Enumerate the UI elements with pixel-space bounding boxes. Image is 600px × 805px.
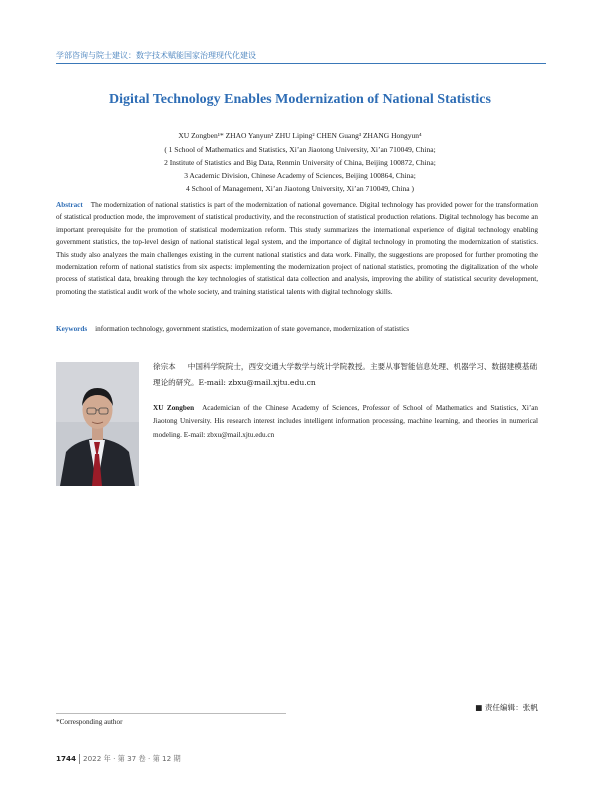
page-number: 1744	[56, 754, 77, 763]
issue-info: 2022 年 · 第 37 卷 · 第 12 期	[83, 754, 181, 763]
affiliation-3: 3 Academic Division, Chinese Academy of Sciences, Beijing 100864, China;	[184, 171, 416, 180]
footer-separator	[79, 754, 80, 764]
author-photo	[56, 362, 139, 486]
keywords-text: information technology, government statistics, modernization of state governance, modernization of statistics	[95, 325, 410, 333]
abstract-text: The modernization of national statistics is part of the modernization of national governance. Digital technology has provided power for the transformation of statistical production mode, the improvement of statistical productivity, and the reconstruction of statistical production relations. Digital technology has become an important prerequisite for the promotion of statistical modernization reform. This study summarizes the international experience of digital technology enabling government statistics, the top-level design of national statistical legal system, and the importance of digital technology in promoting the modernization of statistics. This study also analyzes the main challenges existing in the current national statistics and data work. Finally, the suggestions are proposed for further promoting the modernization reform of national statistics from six aspects: implementing the modernization project of national statistics, promoting the digitalization of the whole process of statistical data, breaking through the key technologies of statistical data collection and analysis, improving the ability of statistical security development, promoting the statistical audit work of the whole society, and training statistical talents with digital technology skills.	[56, 201, 538, 296]
keywords-label: Keywords	[56, 325, 88, 333]
bio-en-text: Academician of the Chinese Academy of Sciences, Professor of School of Mathematics and Statistics, Xi’an Jiaotong University. His research interest includes intelligent information processing, machine learning, and theories in numerical modeling. E-mail: zbxu@mail.xjtu.edu.cn	[153, 404, 539, 439]
header-rule	[56, 63, 546, 64]
running-header: 学部咨询与院士建议：数字技术赋能国家治理现代化建设	[56, 51, 256, 60]
abstract-label: Abstract	[56, 201, 83, 209]
paper-title: Digital Technology Enables Modernization of National Statistics	[109, 92, 491, 107]
bio-chinese	[153, 359, 538, 391]
keywords	[56, 325, 538, 333]
footnote-rule	[56, 713, 286, 714]
corresponding-author-note: *Corresponding author	[56, 718, 123, 726]
abstract	[56, 199, 538, 298]
bio-en-name: XU Zongben	[153, 404, 195, 412]
affiliation-1: ( 1 School of Mathematics and Statistics, Xi’an Jiaotong University, Xi’an 710049, China;	[164, 145, 436, 154]
affiliation-4: 4 School of Management, Xi’an Jiaotong University, Xi’an 710049, China )	[185, 184, 414, 193]
editor-note: ■ 责任编辑：张帆	[475, 703, 538, 712]
author-list: XU Zongben¹* ZHAO Yanyun² ZHU Liping² CHEN Guang³ ZHANG Hongyun⁴	[178, 131, 422, 140]
bio-cn-name: 徐宗本	[153, 362, 176, 371]
page-footer	[56, 754, 181, 764]
affiliation-2: 2 Institute of Statistics and Big Data, Renmin University of China, Beijing 100872, China;	[164, 158, 436, 167]
bio-english	[153, 402, 538, 442]
bio-cn-text: 中国科学院院士，西安交通大学数学与统计学院教授。主要从事智能信息处理、机器学习、数据建模基础理论的研究。E-mail: zbxu@mail.xjtu.edu.cn	[153, 362, 538, 387]
